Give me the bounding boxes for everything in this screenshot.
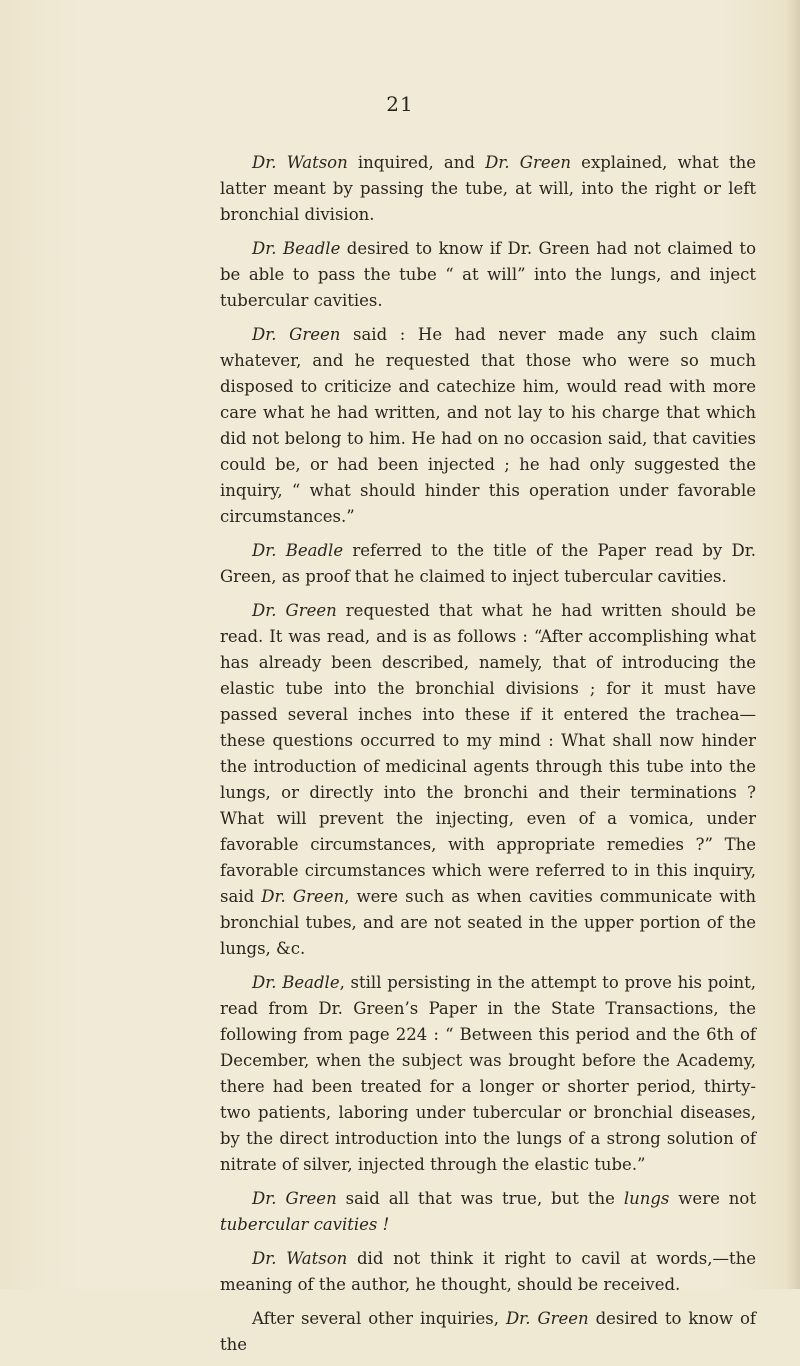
text-run: were not [669,1189,756,1208]
italic-text: Dr. Green [485,153,572,172]
italic-text: Dr. Watson [252,153,348,172]
paragraph [220,236,756,314]
text-run: requested that what he had written should be read. It was read, and is as follows : “After accomplishing what has already been described, namely, that of introducing the elastic tube into the bronchial divisions ; for it must have passed several inches into these if it entered the trachea—these questions occurred to my mind : What shall now hinder the introduction of medicinal agents through this tube into the lungs, or directly into the bronchi and their terminations ? What will prevent the injecting, even of a vomica, under favorable circumstances, with appropriate remedies ?” The favorable circumstances which were referred to in this inquiry, said [220,601,756,906]
text-run: referred to the title of the Paper read by Dr. Green, as proof that he claimed to inject tubercular cavities. [220,541,757,586]
italic-text: Dr. Green [505,1309,589,1328]
text-run: inquired, and [347,153,486,172]
paragraph [220,1306,756,1358]
italic-text: tubercular cavities ! [220,1215,390,1234]
italic-text: Dr. Green [252,601,337,620]
text-run: desired to know if Dr. Green had not claimed to be able to pass the tube “ at will” into the lungs, and inject tubercular cavities. [220,239,756,310]
paragraph [220,970,756,1178]
paragraph [220,322,756,530]
text-run: , were such as when cavities communicate with bronchial tubes, and are not seated in the upper portion of the lungs, &c. [220,887,756,958]
italic-text: Dr. Beadle [252,541,344,560]
text-run: said all that was true, but the [336,1189,624,1208]
text-run: desired to know of the [220,1309,756,1354]
italic-text: Dr. Green [252,325,341,344]
page-number: 21 [386,92,414,116]
page-edge-shadow [786,0,800,1289]
body-text [220,150,756,1366]
italic-text: lungs [623,1189,670,1208]
text-run: did not think it right to cavil at words,—the meaning of the author, he thought, should be received. [220,1249,756,1294]
italic-text: Dr. Green [261,887,345,906]
text-run: explained, what the latter meant by passing the tube, at will, into the right or left bronchial division. [220,153,756,224]
italic-text: Dr. Beadle [252,973,340,992]
paragraph [220,1186,756,1238]
italic-text: Dr. Beadle [252,239,341,258]
italic-text: Dr. Watson [252,1249,348,1268]
italic-text: Dr. Green [252,1189,337,1208]
paragraph [220,538,756,590]
paragraph [220,1246,756,1298]
paragraph [220,150,756,228]
paragraph [220,598,756,962]
text-run: , still persisting in the attempt to prove his point, read from Dr. Green’s Paper in the State Transactions, the following from page 224 : “ Between this period and the 6th of December, when the subject was brought before the Academy, there had been treated for a longer or shorter period, thirty-two patients, laboring under tubercular or bronchial diseases, by the direct introduction into the lungs of a strong solution of nitrate of silver, injected through the elastic tube.” [220,973,756,1174]
text-run: said : He had never made any such claim whatever, and he requested that those who were so much disposed to criticize and catechize him, would read with more care what he had written, and not lay to his charge that which did not belong to him. He had on no occasion said, that cavities could be, or had been injected ; he had only suggested the inquiry, “ what should hinder this operation under favorable circumstances.” [220,325,756,526]
text-run: After several other inquiries, [252,1309,506,1328]
